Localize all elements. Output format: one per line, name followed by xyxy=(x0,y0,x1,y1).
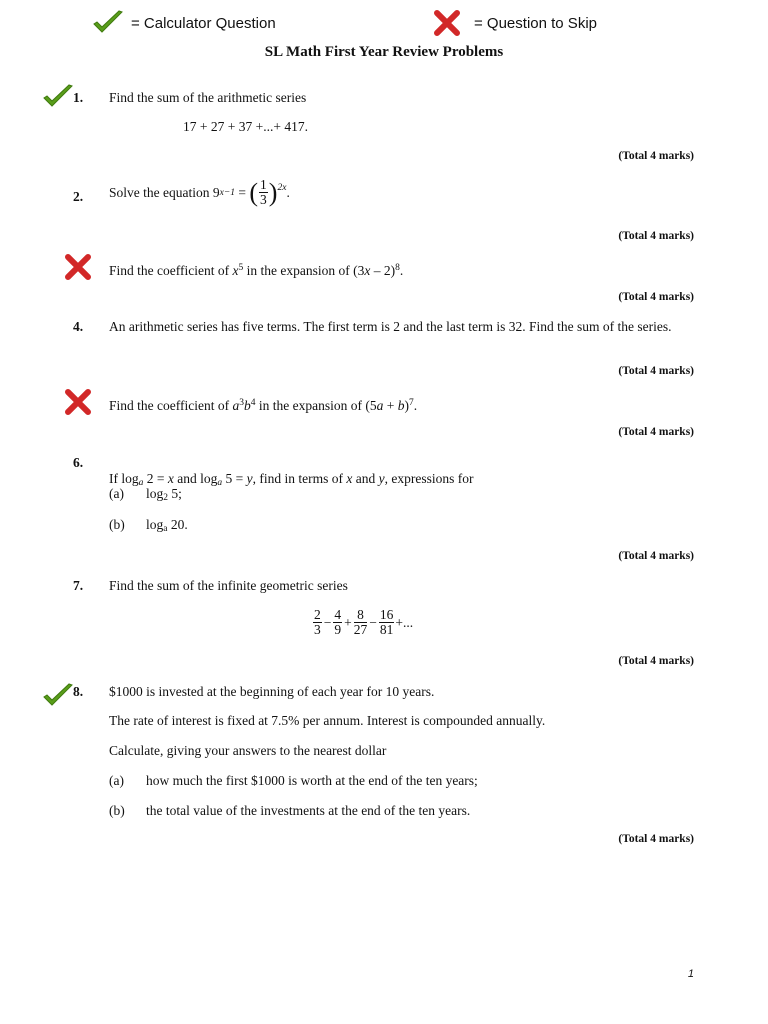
part-text xyxy=(146,486,182,506)
check-icon xyxy=(42,84,74,110)
question-number: 4. xyxy=(73,319,84,334)
text-segment: , find in terms of xyxy=(252,471,347,486)
fraction xyxy=(333,608,342,637)
log-base: 2 xyxy=(163,493,169,503)
exponent: 2x xyxy=(277,183,287,193)
log: log xyxy=(146,486,164,501)
text-segment: and log xyxy=(173,471,218,486)
total-marks: (Total 4 marks) xyxy=(618,426,694,438)
check-icon xyxy=(42,683,74,709)
text-segment: in the expansion of (3 xyxy=(243,263,365,278)
cross-icon xyxy=(433,10,461,36)
text-segment: – 2) xyxy=(370,263,396,278)
exponent: 8 xyxy=(395,263,400,273)
text-segment: Find the coefficient of xyxy=(109,263,233,278)
part-text: how much the first $1000 is worth at the end of the ten years; xyxy=(146,773,478,788)
text-segment: 5; xyxy=(168,486,182,501)
part-label: (a) xyxy=(109,773,124,788)
fraction-denominator: 3 xyxy=(314,622,321,637)
total-marks: (Total 4 marks) xyxy=(618,150,694,162)
period: . xyxy=(413,398,418,413)
text-segment: 2 = xyxy=(143,471,168,486)
total-marks: (Total 4 marks) xyxy=(618,655,694,667)
variable: y xyxy=(246,471,253,486)
exponent: x−1 xyxy=(219,187,235,198)
variable: x xyxy=(346,471,353,486)
total-marks: (Total 4 marks) xyxy=(618,291,694,303)
question-number: 8. xyxy=(73,684,84,699)
total-marks: (Total 4 marks) xyxy=(618,230,694,242)
text-segment: ) xyxy=(404,398,409,413)
question-text: $1000 is invested at the beginning of each year for 10 years. xyxy=(109,684,435,699)
question-number: 1. xyxy=(73,90,84,105)
period: . xyxy=(286,184,290,200)
text-segment: , expressions for xyxy=(384,471,474,486)
question-text xyxy=(109,178,290,207)
part-label: (b) xyxy=(109,517,125,532)
text-segment: If log xyxy=(109,471,139,486)
text-segment: Find the coefficient of xyxy=(109,398,233,413)
question-text: Calculate, giving your answers to the nearest dollar xyxy=(109,743,387,758)
fraction-numerator: 4 xyxy=(334,607,342,622)
series-tail: +... xyxy=(395,614,414,630)
question-text: Find the sum of the infinite geometric series xyxy=(109,578,348,593)
log-base: a xyxy=(163,524,168,534)
exponent: 4 xyxy=(250,398,256,408)
geometric-series xyxy=(312,608,413,637)
question-text xyxy=(109,260,403,279)
fraction-denominator: 81 xyxy=(379,622,394,637)
text-segment: and xyxy=(352,471,379,486)
log: log xyxy=(146,517,164,532)
log-base: a xyxy=(217,478,223,488)
exponent: 5 xyxy=(238,263,244,273)
fraction-numerator: 2 xyxy=(314,607,321,622)
variable: b xyxy=(243,398,251,413)
question-text: An arithmetic series has five terms. The first term is 2 and the last term is 32. Find the sum of the series. xyxy=(109,319,672,334)
exponent: 7 xyxy=(408,398,414,408)
log-base: a xyxy=(138,478,144,488)
variable: a xyxy=(232,398,240,413)
text-segment: 20. xyxy=(167,517,188,532)
operator: + xyxy=(344,614,352,630)
cross-icon xyxy=(64,389,92,415)
check-icon xyxy=(92,10,124,36)
text-segment: in the expansion of (5 xyxy=(255,398,377,413)
variable: y xyxy=(378,471,385,486)
skip-legend-label: = Question to Skip xyxy=(474,15,597,32)
total-marks: (Total 4 marks) xyxy=(618,550,694,562)
operator: − xyxy=(369,614,377,630)
fraction-denominator: 27 xyxy=(353,622,368,637)
question-text: Find the sum of the arithmetic series xyxy=(109,90,307,105)
total-marks: (Total 4 marks) xyxy=(618,365,694,377)
fraction-numerator: 16 xyxy=(379,607,394,622)
fraction-denominator: 3 xyxy=(260,192,267,207)
page-number: 1 xyxy=(687,968,694,980)
right-paren: ) xyxy=(268,177,278,207)
fraction-denominator: 9 xyxy=(334,622,342,637)
equation-text: Solve the equation 9 xyxy=(109,184,220,200)
variable: x xyxy=(232,263,239,278)
page-title: SL Math First Year Review Problems xyxy=(264,44,504,60)
fraction xyxy=(313,608,322,637)
calculator-legend-label: = Calculator Question xyxy=(131,15,276,32)
question-number: 6. xyxy=(73,455,84,470)
fraction xyxy=(379,608,395,637)
left-paren: ( xyxy=(249,177,259,207)
variable: a xyxy=(376,398,384,413)
variable: x xyxy=(167,471,174,486)
fraction xyxy=(354,608,368,637)
fraction-numerator: 8 xyxy=(354,608,368,623)
question-text xyxy=(109,395,417,414)
variable: x xyxy=(364,263,371,278)
text-segment: 5 = xyxy=(222,471,247,486)
question-text: The rate of interest is fixed at 7.5% per annum. Interest is compounded annually. xyxy=(109,713,546,728)
part-text xyxy=(146,517,188,537)
exponent: 3 xyxy=(239,398,244,408)
period: . xyxy=(399,263,404,278)
question-number: 7. xyxy=(73,578,84,593)
equals-sign: = xyxy=(235,184,250,200)
part-text: the total value of the investments at the end of the ten years. xyxy=(146,803,471,818)
total-marks: (Total 4 marks) xyxy=(618,833,694,845)
cross-icon xyxy=(64,254,92,280)
part-label: (a) xyxy=(109,486,124,501)
operator: − xyxy=(323,614,332,630)
fraction-numerator: 1 xyxy=(260,177,267,192)
series-expression: 17 + 27 + 37 +...+ 417. xyxy=(183,119,308,134)
text-segment: + xyxy=(383,398,398,413)
fraction xyxy=(259,178,268,207)
question-number: 2. xyxy=(73,189,84,204)
part-label: (b) xyxy=(109,803,125,818)
variable: b xyxy=(397,398,405,413)
